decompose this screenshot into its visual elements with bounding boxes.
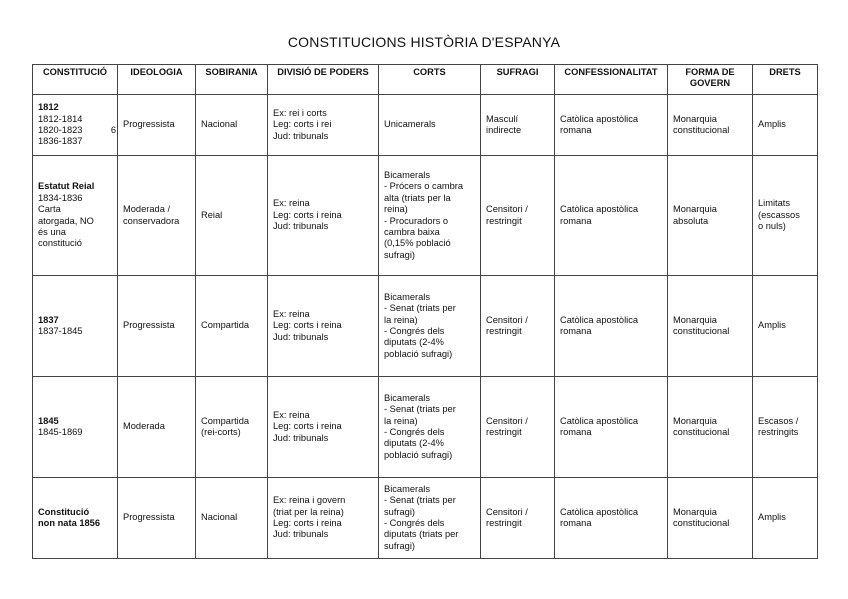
cell-drets	[753, 156, 818, 276]
divisio-text: Ex: reina i govern	[273, 495, 346, 506]
table-row	[33, 377, 818, 478]
forma-text: Monarquia	[673, 506, 717, 517]
forma-text: Monarquia	[673, 415, 717, 426]
drets-text: Amplis	[758, 320, 786, 331]
cell-drets	[753, 95, 818, 156]
corts-text: - Senat (triats per	[384, 495, 456, 506]
corts-text: - Congrés dels	[384, 326, 445, 336]
divisio-text: (triat per la reina)	[273, 506, 344, 517]
confessionalitat-text: Catòlica apostòlica	[560, 506, 639, 517]
corts-text: (0,15% població	[384, 238, 451, 249]
corts-text: Bicamerals	[384, 483, 430, 494]
cell-forma-govern	[668, 95, 753, 156]
forma-text: constitucional	[673, 326, 730, 336]
divisio-text: Leg: corts i rei	[273, 119, 332, 130]
cell-constitucio	[33, 95, 118, 156]
constitutions-table	[32, 64, 818, 559]
cell-divisio	[268, 478, 379, 559]
sufragi-text: Censitori /	[486, 314, 528, 325]
sufragi-text: Censitori /	[486, 204, 528, 215]
footnote-number: 6	[110, 125, 116, 135]
sufragi-text: restringit	[486, 326, 522, 336]
divisio-text: Leg: corts i reina	[273, 209, 342, 220]
confessionalitat-text: romana	[560, 125, 592, 135]
divisio-text: Leg: corts i reina	[273, 421, 342, 432]
ideologia-text: Moderada /	[123, 204, 171, 215]
ideologia-text: Progressista	[123, 512, 175, 523]
divisio-text: Jud: tribunals	[273, 130, 329, 141]
cell-divisio	[268, 95, 379, 156]
cell-sufragi	[481, 95, 555, 156]
sufragi-text: Masculí	[486, 113, 519, 124]
cell-corts	[379, 95, 481, 156]
divisio-text: Ex: reina	[273, 308, 310, 319]
drets-text: Amplis	[758, 119, 786, 130]
table-row	[33, 276, 818, 377]
cell-forma-govern	[668, 377, 753, 478]
cell-sobirania	[196, 95, 268, 156]
drets-text: Limitats	[758, 198, 791, 209]
drets-text: (escassos	[758, 209, 800, 220]
cell-sufragi	[481, 377, 555, 478]
ideologia-text: Progressista	[123, 320, 175, 331]
table-row	[33, 95, 818, 156]
forma-text: constitucional	[673, 125, 730, 135]
constitution-years: 1837-1845	[38, 326, 83, 336]
corts-text: cambra baixa	[384, 226, 440, 237]
cell-constitucio	[33, 156, 118, 276]
col-header-sobirania: SOBIRANIA	[196, 65, 268, 95]
corts-text: alta (triats per la	[384, 192, 451, 203]
col-header-sufragi: SUFRAGI	[481, 65, 555, 95]
forma-text: Monarquia	[673, 314, 717, 325]
cell-ideologia	[118, 377, 196, 478]
cell-confessionalitat	[555, 156, 668, 276]
cell-forma-govern	[668, 478, 753, 559]
cell-sobirania	[196, 478, 268, 559]
cell-divisio	[268, 377, 379, 478]
corts-text: reina)	[384, 204, 408, 215]
divisio-text: Ex: reina	[273, 409, 310, 420]
corts-text: Unicamerals	[384, 119, 436, 130]
corts-text: Bicamerals	[384, 392, 430, 403]
corts-text: diputats (triats per	[384, 529, 459, 540]
table-row	[33, 156, 818, 276]
divisio-text: Jud: tribunals	[273, 529, 329, 540]
cell-ideologia	[118, 478, 196, 559]
sufragi-text: restringit	[486, 215, 522, 226]
sobirania-text: Reial	[201, 209, 223, 220]
cell-confessionalitat	[555, 478, 668, 559]
constitution-years: 1845-1869	[38, 427, 83, 437]
cell-corts	[379, 276, 481, 377]
corts-text: sufragi)	[384, 506, 416, 517]
ideologia-text: Moderada	[123, 421, 165, 432]
corts-text: Bicamerals	[384, 169, 430, 180]
header-row	[33, 65, 818, 95]
confessionalitat-text: Catòlica apostòlica	[560, 314, 639, 325]
constitution-years: 1836-1837	[38, 136, 83, 147]
cell-drets	[753, 377, 818, 478]
confessionalitat-text: Catòlica apostòlica	[560, 415, 639, 426]
col-header-divisio-poders: DIVISIÓ DE PODERS	[268, 65, 379, 95]
sufragi-text: restringit	[486, 518, 522, 528]
cell-sufragi	[481, 478, 555, 559]
forma-text: Monarquia	[673, 204, 717, 215]
cell-sobirania	[196, 276, 268, 377]
drets-text: o nuls)	[758, 221, 786, 232]
constitution-name: 1845	[38, 415, 59, 426]
corts-text: Bicamerals	[384, 291, 430, 302]
confessionalitat-text: romana	[560, 326, 592, 336]
cell-confessionalitat	[555, 377, 668, 478]
constitution-note: és una	[38, 226, 66, 237]
cell-corts	[379, 156, 481, 276]
sobirania-text: Nacional	[201, 119, 238, 130]
divisio-text: Jud: tribunals	[273, 331, 329, 342]
confessionalitat-text: romana	[560, 215, 592, 226]
drets-text: Amplis	[758, 512, 786, 523]
divisio-text: Ex: reina	[273, 198, 310, 209]
corts-text: la reina)	[384, 415, 418, 426]
constitution-name: Estatut Reial	[38, 181, 95, 192]
corts-text: - Senat (triats per	[384, 303, 456, 314]
divisio-text: Ex: rei i corts	[273, 107, 327, 118]
constitution-name: Constitució	[38, 506, 90, 517]
table-row	[33, 478, 818, 559]
cell-corts	[379, 478, 481, 559]
sobirania-text: (rei-corts)	[201, 427, 241, 437]
cell-drets	[753, 478, 818, 559]
corts-text: - Senat (triats per	[384, 404, 456, 415]
corts-text: - Procuradors o	[384, 215, 449, 226]
cell-confessionalitat	[555, 276, 668, 377]
sobirania-text: Compartida	[201, 320, 250, 331]
cell-constitucio	[33, 377, 118, 478]
sufragi-text: restringit	[486, 427, 522, 437]
sufragi-text: indirecte	[486, 125, 522, 135]
cell-sufragi	[481, 276, 555, 377]
constitution-years: 1834-1836	[38, 192, 83, 203]
divisio-text: Leg: corts i reina	[273, 518, 342, 528]
col-header-confessionalitat: CONFESSIONALITAT	[555, 65, 668, 95]
corts-text: diputats (2-4%	[384, 438, 444, 449]
constitution-years: 1812-1814	[38, 113, 83, 124]
corts-text: - Congrés dels	[384, 427, 445, 437]
drets-text: Escasos /	[758, 415, 799, 426]
sufragi-text: Censitori /	[486, 506, 528, 517]
forma-text: constitucional	[673, 518, 730, 528]
corts-text: la reina)	[384, 314, 418, 325]
divisio-text: Leg: corts i reina	[273, 320, 342, 331]
cell-confessionalitat	[555, 95, 668, 156]
cell-ideologia	[118, 156, 196, 276]
confessionalitat-text: Catòlica apostòlica	[560, 204, 639, 215]
corts-text: - Congrés dels	[384, 518, 445, 528]
divisio-text: Jud: tribunals	[273, 221, 329, 232]
constitution-years: 1820-1823	[38, 125, 83, 135]
cell-constitucio	[33, 478, 118, 559]
corts-text: - Prócers o cambra	[384, 181, 464, 192]
col-header-constitucio: CONSTITUCIÓ	[33, 65, 118, 95]
ideologia-text: Progressista	[123, 119, 175, 130]
cell-ideologia	[118, 95, 196, 156]
corts-text: població sufragi)	[384, 348, 453, 359]
corts-text: població sufragi)	[384, 449, 453, 460]
page-title: CONSTITUCIONS HISTÒRIA D'ESPANYA	[287, 34, 561, 50]
constitution-name: 1812	[38, 102, 59, 113]
confessionalitat-text: Catòlica apostòlica	[560, 113, 639, 124]
cell-drets	[753, 276, 818, 377]
confessionalitat-text: romana	[560, 427, 592, 437]
constitution-name: non nata 1856	[38, 518, 101, 528]
col-header-drets: DRETS	[753, 65, 818, 95]
corts-text: sufragi)	[384, 249, 416, 260]
corts-text: sufragi)	[384, 540, 416, 551]
col-header-forma-govern: FORMA DE GOVERN	[668, 65, 753, 95]
cell-ideologia	[118, 276, 196, 377]
cell-forma-govern	[668, 156, 753, 276]
cell-sufragi	[481, 156, 555, 276]
constitution-note: atorgada, NO	[38, 215, 94, 226]
cell-sobirania	[196, 377, 268, 478]
constitution-note: constitució	[38, 238, 82, 249]
col-header-corts: CORTS	[379, 65, 481, 95]
constitution-note: Carta	[38, 204, 61, 215]
sobirania-text: Nacional	[201, 512, 238, 523]
forma-text: absoluta	[673, 215, 709, 226]
cell-sobirania	[196, 156, 268, 276]
corts-text: diputats (2-4%	[384, 337, 444, 348]
cell-forma-govern	[668, 276, 753, 377]
ideologia-text: conservadora	[123, 215, 180, 226]
confessionalitat-text: romana	[560, 518, 592, 528]
sufragi-text: Censitori /	[486, 415, 528, 426]
forma-text: Monarquia	[673, 113, 717, 124]
col-header-ideologia: IDEOLOGIA	[118, 65, 196, 95]
cell-constitucio	[33, 276, 118, 377]
constitution-name: 1837	[38, 314, 59, 325]
sobirania-text: Compartida	[201, 415, 250, 426]
divisio-text: Jud: tribunals	[273, 432, 329, 443]
cell-divisio	[268, 276, 379, 377]
drets-text: restringits	[758, 427, 799, 437]
cell-corts	[379, 377, 481, 478]
forma-text: constitucional	[673, 427, 730, 437]
cell-divisio	[268, 156, 379, 276]
